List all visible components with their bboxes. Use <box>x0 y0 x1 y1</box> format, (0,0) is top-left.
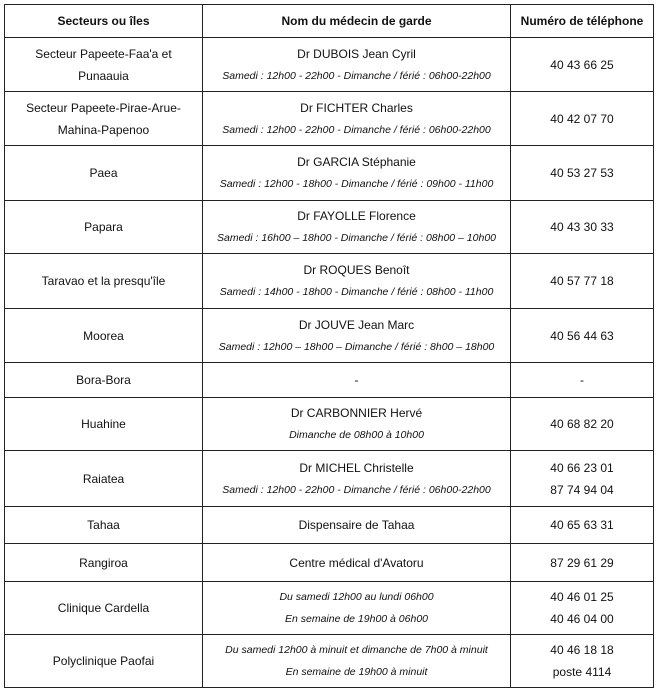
on-call-doctors-table <box>4 4 654 688</box>
doctor-cell <box>203 451 511 507</box>
schedule-text: Samedi : 12h00 - 22h00 - Dimanche / férié : 06h00-22h00 <box>222 69 491 82</box>
sector-label: Secteur Papeete-Pirae-Arue-Mahina-Papenoo <box>26 100 181 137</box>
sector-cell <box>5 38 203 92</box>
table-row <box>5 363 654 398</box>
table-row <box>5 582 654 635</box>
sector-cell <box>5 398 203 451</box>
sector-cell <box>5 201 203 254</box>
sector-label: Secteur Papeete-Faa'a et Punaauia <box>35 46 172 83</box>
phone-cell <box>511 363 654 398</box>
sector-cell <box>5 254 203 309</box>
doctor-name: Dr CARBONNIER Hervé <box>290 406 423 420</box>
table-row <box>5 398 654 451</box>
doctor-name: Dr ROQUES Benoît <box>303 263 410 277</box>
sector-label: Taravao et la presqu'île <box>41 274 166 288</box>
header-row <box>5 5 654 38</box>
doctor-name: - <box>354 373 359 387</box>
phone-number: 40 42 07 70 <box>550 111 614 126</box>
sector-label: Huahine <box>81 417 126 431</box>
doctor-cell <box>203 582 511 635</box>
phone-number: 40 46 04 00 <box>550 612 614 626</box>
sector-cell <box>5 92 203 146</box>
doctor-cell <box>203 254 511 309</box>
header-doctor: Nom du médecin de garde <box>203 5 511 38</box>
sector-label: Tahaa <box>87 518 120 532</box>
doctor-name: Dr DUBOIS Jean Cyril <box>297 46 416 61</box>
phone-cell <box>511 254 654 309</box>
doctor-cell <box>203 38 511 92</box>
phone-number: 40 56 44 63 <box>550 328 614 343</box>
sector-cell <box>5 635 203 688</box>
phone-cell <box>511 451 654 507</box>
table-row <box>5 146 654 201</box>
phone-number: 40 65 63 31 <box>550 518 614 532</box>
table-row <box>5 201 654 254</box>
sector-label: Raiatea <box>82 471 125 486</box>
doctor-name: Dr MICHEL Christelle <box>299 460 414 475</box>
phone-number: 40 66 23 01 <box>550 460 614 475</box>
sector-label: Polyclinique Paofai <box>52 654 155 668</box>
doctor-cell <box>203 363 511 398</box>
sector-cell <box>5 451 203 507</box>
phone-cell <box>511 544 654 582</box>
doctor-cell <box>203 92 511 146</box>
doctor-cell <box>203 146 511 201</box>
phone-number: 40 57 77 18 <box>550 274 614 288</box>
doctor-cell <box>203 201 511 254</box>
header-sectors: Secteurs ou îles <box>5 5 203 38</box>
sector-label: Bora-Bora <box>76 373 131 387</box>
sector-cell <box>5 146 203 201</box>
sector-cell <box>5 363 203 398</box>
doctor-name: Dr GARCIA Stéphanie <box>297 155 416 169</box>
table-row <box>5 38 654 92</box>
sector-cell <box>5 309 203 363</box>
doctor-cell <box>203 507 511 544</box>
doctor-name: Dispensaire de Tahaa <box>298 518 415 532</box>
phone-cell <box>511 38 654 92</box>
phone-number: 87 74 94 04 <box>550 482 614 497</box>
schedule-text: Du samedi 12h00 à minuit et dimanche de 7h00 à minuit <box>225 644 488 656</box>
phone-number: - <box>580 373 584 387</box>
schedule-text: Samedi : 12h00 - 22h00 - Dimanche / férié : 06h00-22h00 <box>222 123 491 136</box>
sector-label: Papara <box>84 220 123 234</box>
doctor-cell <box>203 544 511 582</box>
doctor-name: Dr JOUVE Jean Marc <box>298 317 415 332</box>
phone-number: 40 43 30 33 <box>550 220 614 234</box>
doctor-name: Centre médical d'Avatoru <box>289 555 424 570</box>
phone-number: 40 53 27 53 <box>550 166 614 180</box>
phone-cell <box>511 309 654 363</box>
phone-cell <box>511 92 654 146</box>
sector-cell <box>5 507 203 544</box>
doctor-cell <box>203 398 511 451</box>
header-phone: Numéro de téléphone <box>511 5 654 38</box>
sector-label: Clinique Cardella <box>57 601 150 615</box>
table-row <box>5 507 654 544</box>
schedule-text: Dimanche de 08h00 à 10h00 <box>289 429 424 441</box>
schedule-text: Samedi : 14h00 - 18h00 - Dimanche / férié : 08h00 - 11h00 <box>219 286 494 298</box>
table-row <box>5 92 654 146</box>
schedule-text: Samedi : 12h00 – 18h00 – Dimanche / férié : 8h00 – 18h00 <box>218 340 495 353</box>
phone-number: 40 46 18 18 <box>550 643 614 657</box>
phone-cell <box>511 146 654 201</box>
table-row <box>5 544 654 582</box>
doctor-cell <box>203 635 511 688</box>
schedule-text: En semaine de 19h00 à 06h00 <box>284 613 429 625</box>
phone-cell <box>511 582 654 635</box>
sector-cell <box>5 544 203 582</box>
phone-number: 40 46 01 25 <box>550 590 614 604</box>
table-row <box>5 254 654 309</box>
phone-cell <box>511 507 654 544</box>
doctor-cell <box>203 309 511 363</box>
table-row <box>5 635 654 688</box>
phone-number: 87 29 61 29 <box>550 555 614 570</box>
doctor-name: Dr FAYOLLE Florence <box>297 209 416 223</box>
sector-label: Moorea <box>83 328 124 343</box>
schedule-text: Samedi : 12h00 - 18h00 - Dimanche / férié : 09h00 - 11h00 <box>219 178 494 190</box>
schedule-text: En semaine de 19h00 à minuit <box>285 666 428 678</box>
table-row <box>5 309 654 363</box>
table-row <box>5 451 654 507</box>
schedule-text: Samedi : 16h00 – 18h00 - Dimanche / férié : 08h00 – 10h00 <box>216 232 497 244</box>
phone-number: poste 4114 <box>552 665 612 679</box>
sector-label: Rangiroa <box>79 555 128 570</box>
phone-number: 40 68 82 20 <box>550 417 614 431</box>
sector-label: Paea <box>89 166 118 180</box>
phone-number: 40 43 66 25 <box>550 57 614 72</box>
schedule-text: Du samedi 12h00 au lundi 06h00 <box>279 591 434 603</box>
phone-cell <box>511 635 654 688</box>
schedule-text: Samedi : 12h00 - 22h00 - Dimanche / férié : 06h00-22h00 <box>222 483 491 496</box>
phone-cell <box>511 398 654 451</box>
phone-cell <box>511 201 654 254</box>
sector-cell <box>5 582 203 635</box>
doctor-name: Dr FICHTER Charles <box>300 100 413 115</box>
